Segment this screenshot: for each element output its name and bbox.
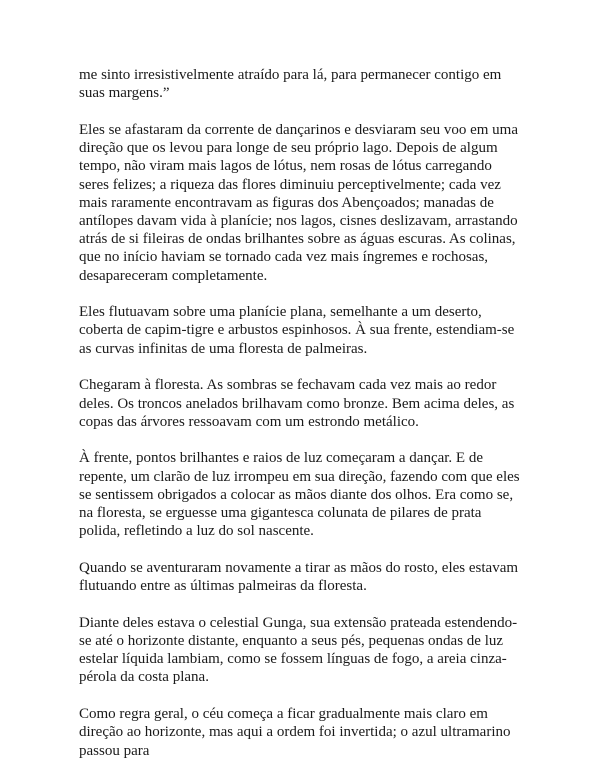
paragraph-3: Eles flutuavam sobre uma planície plana, semelhante a um deserto, coberta de capim-tigre e arbustos espinhosos. À sua frente, estendiam-se as curvas infinitas de uma floresta de palmeiras. — [79, 304, 515, 357]
paragraph-5: À frente, pontos brilhantes e raios de luz começaram a dançar. E de repente, um clarão de luz irrompeu em sua direção, fazendo com que eles se sentissem obrigados a colocar as mãos diante dos olhos. Era como se, na floresta, se erguesse uma gigantesca colunata de pilares de prata polida, refletindo a luz do sol nascente. — [79, 450, 520, 540]
paragraph-8: Como regra geral, o céu começa a ficar gradualmente mais claro em direção ao horizonte, mas aqui a ordem foi invertida; o azul ultramarino passou para — [79, 706, 511, 759]
paragraph-1: me sinto irresistivelmente atraído para lá, para permanecer contigo em suas margens.” — [79, 67, 502, 102]
document-page — [79, 66, 525, 760]
paragraph-6: Quando se aventuraram novamente a tirar as mãos do rosto, eles estavam flutuando entre as últimas palmeiras da floresta. — [79, 559, 519, 595]
paragraph-4: Chegaram à floresta. As sombras se fechavam cada vez mais ao redor deles. Os troncos anelados brilhavam como bronze. Bem acima deles, as copas das árvores ressoavam com um estrondo metálico. — [79, 377, 515, 430]
paragraph-7: Diante deles estava o celestial Gunga, sua extensão prateada estendendo-se até o horizonte distante, enquanto a seus pés, pequenas ondas de luz estelar líquida lambiam, como se fossem línguas de fogo, a areia cinza-pérola da costa plana. — [79, 614, 518, 686]
paragraph-2: Eles se afastaram da corrente de dançarinos e desviaram seu voo em uma direção que os levou para longe de seu próprio lago. Depois de algum tempo, não viram mais lagos de lótus, nem rosas de lótus carregando seres felizes; a riqueza das flores diminuiu perceptivelmente; cada vez mais raramente encontravam as figuras dos Abençoados; manadas de antílopes davam vida à planície; nos lagos, cisnes deslizavam, arrastando atrás de si fileiras de ondas brilhantes sobre as águas escuras. As colinas, que no início haviam se tornado cada vez mais íngremes e rochosas, desapareceram completamente. — [79, 121, 518, 284]
